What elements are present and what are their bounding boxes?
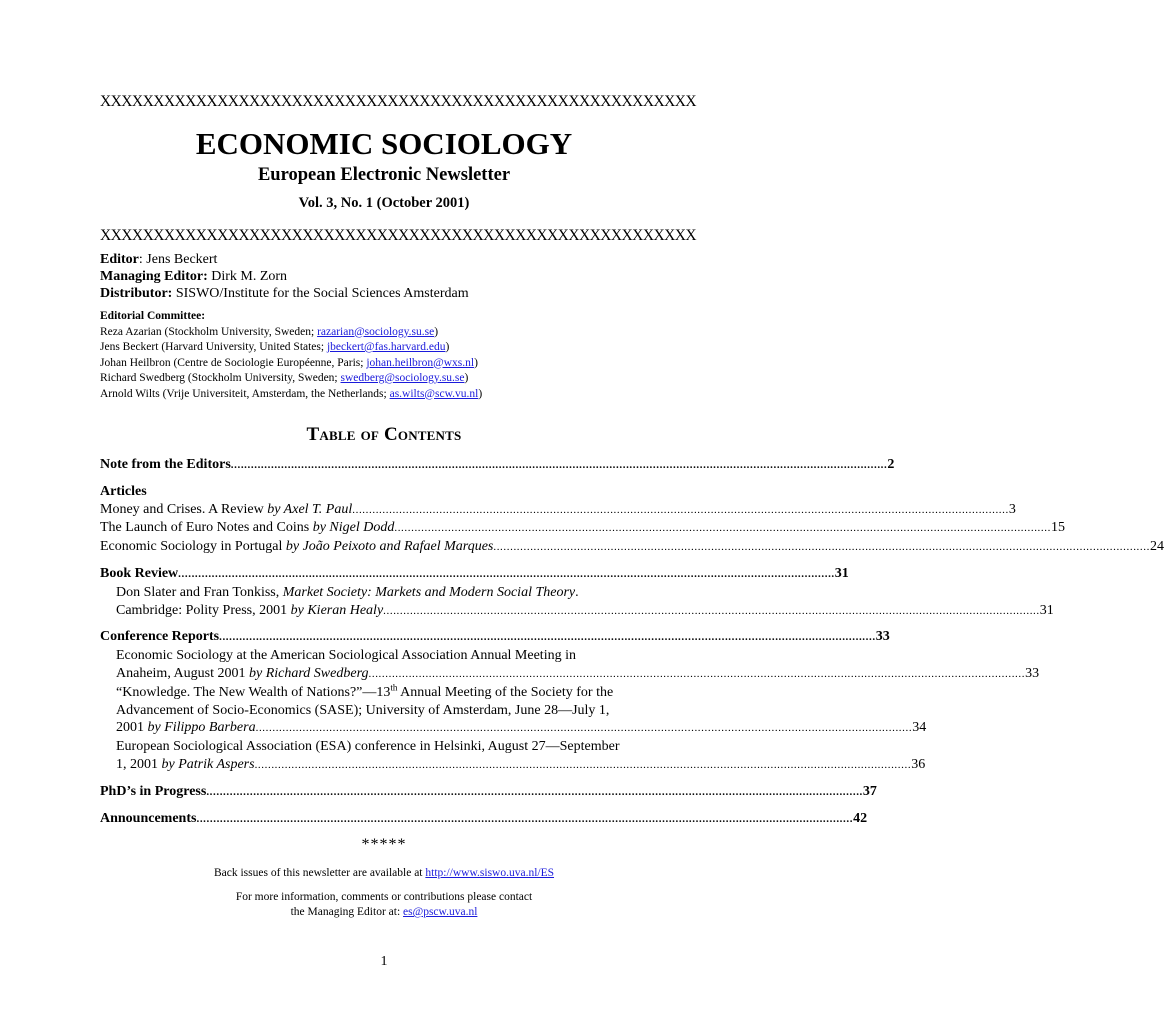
contact-line1: For more information, comments or contributions please contact: [235, 891, 533, 903]
leader-dots: ....................................................................................................................................................................................................: [493, 541, 1150, 554]
committee-member: Arnold Wilts (Vrije Universiteit, Amsterdam, the Netherlands; as.wilts@scw.vu.nl): [100, 387, 483, 400]
x-rule-top: XXXXXXXXXXXXXXXXXXXXXXXXXXXXXXXXXXXXXXXXXXXXXXXXXXXXXXXX: [100, 93, 697, 110]
volume-info: Vol. 3, No. 1 (October 2001): [298, 195, 470, 211]
page-number: 15: [1050, 520, 1065, 536]
managing-editor-line: [100, 268, 287, 285]
page-number: 37: [862, 783, 877, 799]
email-link[interactable]: johan.heilbron@wxs.nl: [366, 356, 475, 369]
page-subtitle: European Electronic Newsletter: [257, 165, 511, 185]
table-of-contents: [100, 456, 1164, 828]
conf2-line1: “Knowledge. The New Wealth of Nations?”—13th Annual Meeting of the Society for the: [116, 682, 614, 700]
email-link[interactable]: as.wilts@scw.vu.nl: [389, 387, 479, 400]
committee-member: Johan Heilbron (Centre de Sociologie Européenne, Paris; johan.heilbron@wxs.nl): [100, 356, 478, 369]
page-number: 42: [853, 810, 868, 826]
email-link[interactable]: jbeckert@fas.harvard.edu: [326, 341, 446, 353]
toc-entry-article[interactable]: Money and Crises. A Review by Axel T. Paul .................................................................................................................................................................................................... 3: [100, 501, 668, 520]
toc-entry-conference-reports[interactable]: Conference Reports .................................................................................................................................................................................................... 33: [100, 628, 668, 647]
committee-member: Richard Swedberg (Stockholm University, Sweden; swedberg@sociology.su.se): [100, 372, 469, 384]
editor-line: [100, 251, 217, 268]
contact-line2: the Managing Editor at: es@pscw.uva.nl: [290, 906, 478, 918]
toc-entry-book[interactable]: Cambridge: Polity Press, 2001 by Kieran Healy .................................................................................................................................................................................................... 31: [100, 602, 668, 621]
leader-dots: ....................................................................................................................................................................................................: [230, 459, 888, 471]
leader-dots: ....................................................................................................................................................................................................: [394, 522, 1051, 535]
x-rule-bottom: XXXXXXXXXXXXXXXXXXXXXXXXXXXXXXXXXXXXXXXXXXXXXXXXXXXXXXXX: [100, 227, 697, 244]
page-number: 36: [911, 756, 926, 772]
conf2-line2: Advancement of Socio-Economics (SASE); University of Amsterdam, June 28—July 1,: [116, 702, 610, 718]
email-link[interactable]: razarian@sociology.su.se: [317, 325, 435, 338]
page-title: ECONOMIC SOCIOLOGY: [195, 126, 573, 161]
contact-info: [0, 890, 768, 920]
page-number: 2: [887, 457, 895, 472]
leader-dots: ....................................................................................................................................................................................................: [254, 758, 912, 771]
committee-title: Editorial Committee:: [100, 310, 206, 322]
editor-label: Editor: [100, 252, 139, 267]
back-issues-line: Back issues of this newsletter are available at http://www.siswo.uva.nl/ES: [213, 867, 555, 879]
distributor-line: [100, 285, 469, 302]
leader-dots: ....................................................................................................................................................................................................: [219, 631, 876, 644]
toc-entry-phd[interactable]: PhD’s in Progress .................................................................................................................................................................................................... 37: [100, 783, 668, 802]
toc-entry-note[interactable]: Note from the Editors .................................................................................................................................................................................................... 2: [100, 456, 668, 475]
toc-title: Table of Contents: [306, 424, 462, 445]
toc-entry-article[interactable]: Economic Sociology in Portugal by João Peixoto and Rafael Marques .................................................................................................................................................................................................... 24: [100, 538, 668, 557]
page-number: 31: [1039, 602, 1054, 618]
page-number: 3: [1008, 501, 1016, 517]
managing-editor-value: Dirk M. Zorn: [207, 269, 288, 284]
page-number: 33: [875, 629, 890, 645]
leader-dots: ....................................................................................................................................................................................................: [255, 722, 913, 735]
toc-entry-article[interactable]: The Launch of Euro Notes and Coins by Nigel Dodd .................................................................................................................................................................................................... 15: [100, 519, 668, 538]
page-number-footer: 1: [380, 954, 388, 969]
distributor-value: SISWO/Institute for the Social Sciences Amsterdam: [172, 286, 469, 301]
distributor-label: Distributor:: [100, 286, 173, 301]
book-entry-line1: Don Slater and Fran Tonkiss, Market Society: Markets and Modern Social Theory.: [116, 584, 579, 600]
page-number: 24: [1149, 539, 1164, 555]
leader-dots: ....................................................................................................................................................................................................: [178, 567, 835, 580]
page-number: 31: [834, 565, 849, 581]
back-issues-link[interactable]: http://www.siswo.uva.nl/ES: [425, 867, 555, 879]
committee-member: Jens Beckert (Harvard University, United States; jbeckert@fas.harvard.edu): [100, 341, 450, 353]
committee-member: Reza Azarian (Stockholm University, Sweden; razarian@sociology.su.se): [100, 325, 439, 338]
managing-editor-email-link[interactable]: es@pscw.uva.nl: [403, 906, 478, 918]
leader-dots: ....................................................................................................................................................................................................: [206, 785, 863, 798]
section-heading-articles: Articles: [100, 483, 147, 499]
toc-entry-conference[interactable]: Anaheim, August 2001 by Richard Swedberg .................................................................................................................................................................................................... 33: [100, 665, 668, 684]
section-separator: *****: [361, 836, 407, 853]
leader-dots: ....................................................................................................................................................................................................: [352, 503, 1009, 516]
editor-value: : Jens Beckert: [138, 252, 218, 267]
leader-dots: ....................................................................................................................................................................................................: [383, 604, 1040, 617]
editorial-committee: [100, 309, 482, 402]
conf3-line1: European Sociological Association (ESA) conference in Helsinki, August 27—September: [116, 739, 620, 755]
conf1-line1: Economic Sociology at the American Sociological Association Annual Meeting in: [116, 648, 576, 664]
leader-dots: ....................................................................................................................................................................................................: [196, 812, 854, 825]
page-number: 33: [1025, 665, 1040, 681]
managing-editor-label: Managing Editor:: [100, 269, 208, 284]
page-number: 34: [912, 720, 927, 736]
toc-entry-book-review[interactable]: Book Review .................................................................................................................................................................................................... 31: [100, 565, 668, 584]
email-link[interactable]: swedberg@sociology.su.se: [340, 372, 465, 384]
toc-entry-conference[interactable]: 2001 by Filippo Barbera .................................................................................................................................................................................................... 34: [100, 719, 668, 738]
toc-entry-conference[interactable]: 1, 2001 by Patrik Aspers .................................................................................................................................................................................................... 36: [100, 756, 668, 775]
toc-entry-announcements[interactable]: Announcements .................................................................................................................................................................................................... 42: [100, 810, 668, 829]
leader-dots: ....................................................................................................................................................................................................: [368, 667, 1026, 680]
